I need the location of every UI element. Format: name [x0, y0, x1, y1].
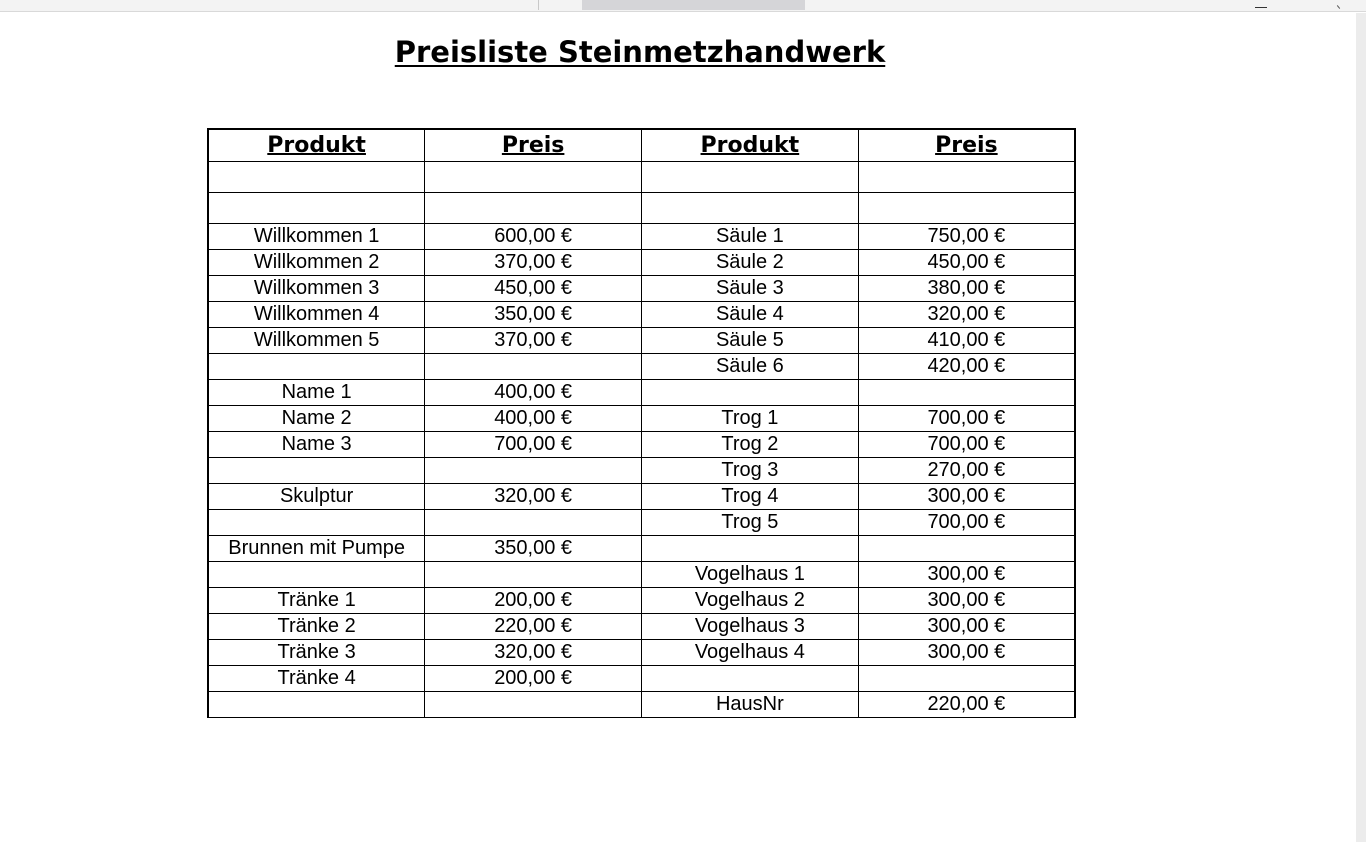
price-left-cell: [425, 354, 642, 380]
product-left-cell: Brunnen mit Pumpe: [208, 536, 425, 562]
product-right-cell: Trog 2: [642, 432, 859, 458]
product-right-cell: Vogelhaus 1: [642, 562, 859, 588]
empty-cell: [208, 193, 425, 224]
product-right-cell: Säule 5: [642, 328, 859, 354]
table-row: [208, 354, 1075, 380]
price-left-cell: [425, 692, 642, 718]
header-product-right: Produkt: [642, 129, 859, 162]
product-left-cell: Name 2: [208, 406, 425, 432]
product-right-cell: [642, 380, 859, 406]
price-right-cell: 300,00 €: [858, 588, 1075, 614]
table-row: [208, 666, 1075, 692]
empty-cell: [642, 162, 859, 193]
product-left-cell: Name 3: [208, 432, 425, 458]
vertical-scrollbar[interactable]: [1356, 13, 1366, 842]
product-left-cell: [208, 458, 425, 484]
table-row: [208, 276, 1075, 302]
table-row: [208, 406, 1075, 432]
product-right-cell: [642, 666, 859, 692]
price-left-cell: 220,00 €: [425, 614, 642, 640]
price-right-cell: 320,00 €: [858, 302, 1075, 328]
empty-cell: [858, 162, 1075, 193]
table-row: [208, 562, 1075, 588]
table-row: [208, 250, 1075, 276]
price-left-cell: 400,00 €: [425, 380, 642, 406]
price-left-cell: [425, 562, 642, 588]
empty-cell: [858, 193, 1075, 224]
product-right-cell: Trog 4: [642, 484, 859, 510]
product-right-cell: Trog 5: [642, 510, 859, 536]
price-right-cell: 300,00 €: [858, 562, 1075, 588]
price-right-cell: 380,00 €: [858, 276, 1075, 302]
table-row: [208, 692, 1075, 718]
price-right-cell: 700,00 €: [858, 510, 1075, 536]
product-right-cell: Säule 4: [642, 302, 859, 328]
price-table: [207, 128, 1076, 718]
toolbar-divider: [538, 0, 539, 10]
product-left-cell: Willkommen 5: [208, 328, 425, 354]
product-right-cell: Säule 2: [642, 250, 859, 276]
product-left-cell: [208, 354, 425, 380]
product-left-cell: Tränke 1: [208, 588, 425, 614]
active-tab[interactable]: [582, 0, 805, 10]
price-left-cell: 200,00 €: [425, 666, 642, 692]
product-right-cell: Säule 6: [642, 354, 859, 380]
price-right-cell: 450,00 €: [858, 250, 1075, 276]
header-product-left: Produkt: [208, 129, 425, 162]
viewer-toolbar: [0, 0, 1366, 12]
table-body: [208, 162, 1075, 718]
table-row: [208, 458, 1075, 484]
product-right-cell: Vogelhaus 2: [642, 588, 859, 614]
product-left-cell: Willkommen 1: [208, 224, 425, 250]
price-left-cell: 370,00 €: [425, 328, 642, 354]
table-row: [208, 510, 1075, 536]
spacer-row: [208, 162, 1075, 193]
product-right-cell: HausNr: [642, 692, 859, 718]
price-right-cell: [858, 380, 1075, 406]
product-left-cell: [208, 562, 425, 588]
price-left-cell: 450,00 €: [425, 276, 642, 302]
empty-cell: [208, 162, 425, 193]
price-left-cell: 200,00 €: [425, 588, 642, 614]
table-row: [208, 380, 1075, 406]
table-row: [208, 484, 1075, 510]
product-right-cell: Säule 1: [642, 224, 859, 250]
price-left-cell: 320,00 €: [425, 640, 642, 666]
price-right-cell: 700,00 €: [858, 406, 1075, 432]
price-left-cell: 350,00 €: [425, 302, 642, 328]
product-right-cell: Vogelhaus 3: [642, 614, 859, 640]
table-row: [208, 224, 1075, 250]
price-right-cell: 300,00 €: [858, 640, 1075, 666]
table-header-row: [208, 129, 1075, 162]
product-right-cell: [642, 536, 859, 562]
product-left-cell: Name 1: [208, 380, 425, 406]
header-price-right: Preis: [858, 129, 1075, 162]
empty-cell: [642, 193, 859, 224]
empty-cell: [425, 193, 642, 224]
table-row: [208, 328, 1075, 354]
price-right-cell: 420,00 €: [858, 354, 1075, 380]
page-title: Preisliste Steinmetzhandwerk: [394, 35, 886, 69]
table-row: [208, 640, 1075, 666]
price-left-cell: 700,00 €: [425, 432, 642, 458]
empty-cell: [425, 162, 642, 193]
header-price-left: Preis: [425, 129, 642, 162]
price-left-cell: [425, 458, 642, 484]
price-right-cell: [858, 666, 1075, 692]
product-left-cell: Tränke 2: [208, 614, 425, 640]
price-right-cell: 410,00 €: [858, 328, 1075, 354]
product-left-cell: Willkommen 4: [208, 302, 425, 328]
price-left-cell: 320,00 €: [425, 484, 642, 510]
price-left-cell: 600,00 €: [425, 224, 642, 250]
price-right-cell: 300,00 €: [858, 614, 1075, 640]
document-page: [0, 13, 1356, 842]
table-row: [208, 302, 1075, 328]
price-left-cell: 350,00 €: [425, 536, 642, 562]
price-right-cell: 750,00 €: [858, 224, 1075, 250]
price-right-cell: 270,00 €: [858, 458, 1075, 484]
price-right-cell: [858, 536, 1075, 562]
table-row: [208, 536, 1075, 562]
price-right-cell: 300,00 €: [858, 484, 1075, 510]
product-left-cell: Willkommen 3: [208, 276, 425, 302]
spacer-row: [208, 193, 1075, 224]
close-icon[interactable]: [1330, 0, 1348, 10]
product-right-cell: Trog 1: [642, 406, 859, 432]
price-right-cell: 700,00 €: [858, 432, 1075, 458]
minimize-icon[interactable]: [1252, 0, 1270, 10]
product-left-cell: Willkommen 2: [208, 250, 425, 276]
product-right-cell: Vogelhaus 4: [642, 640, 859, 666]
product-left-cell: Tränke 3: [208, 640, 425, 666]
table-row: [208, 588, 1075, 614]
table-row: [208, 432, 1075, 458]
price-right-cell: 220,00 €: [858, 692, 1075, 718]
product-left-cell: Skulptur: [208, 484, 425, 510]
price-left-cell: 400,00 €: [425, 406, 642, 432]
product-right-cell: Trog 3: [642, 458, 859, 484]
price-left-cell: 370,00 €: [425, 250, 642, 276]
table-row: [208, 614, 1075, 640]
product-left-cell: [208, 510, 425, 536]
product-left-cell: [208, 692, 425, 718]
product-right-cell: Säule 3: [642, 276, 859, 302]
product-left-cell: Tränke 4: [208, 666, 425, 692]
price-left-cell: [425, 510, 642, 536]
